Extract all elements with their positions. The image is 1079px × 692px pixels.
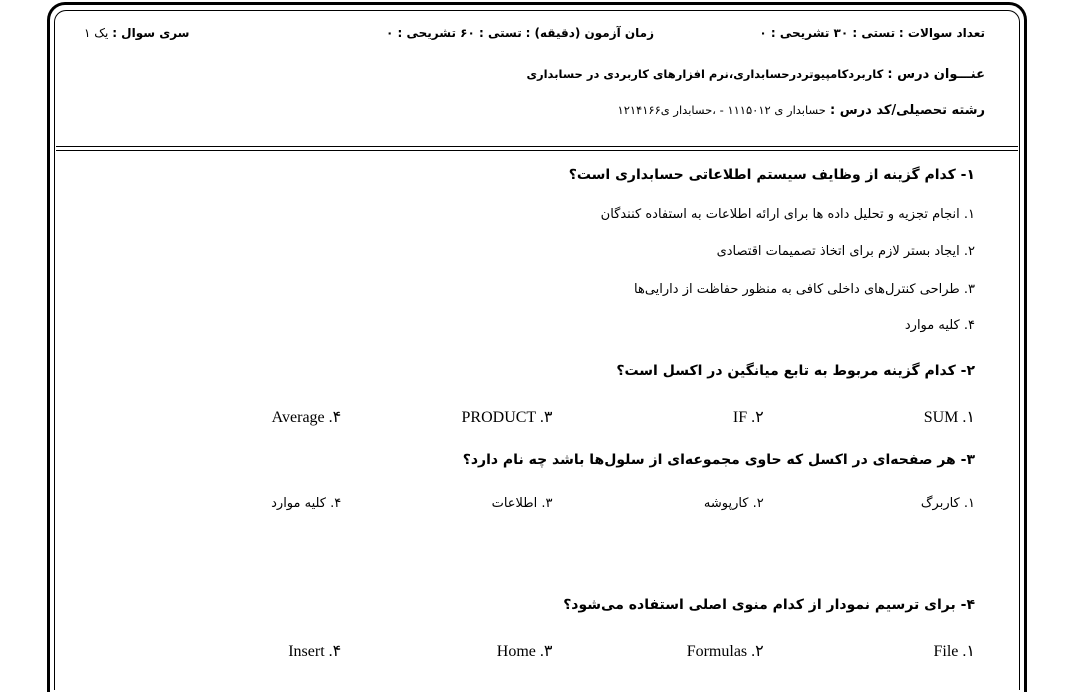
field-and-code <box>618 103 985 118</box>
question-3-title: ۳- هر صفحه‌ای در اکسل که حاوی مجموعه‌ای از سلول‌ها باشد چه نام دارد؟ <box>462 452 975 468</box>
exam-time-label: زمان آزمون (دقیقه) : <box>525 26 654 40</box>
header-divider <box>56 146 1018 147</box>
question-3-option-1: ۱. کاربرگ <box>920 496 975 511</box>
question-3-options <box>130 496 975 511</box>
question-2-options <box>130 407 975 427</box>
question-count-label: تعداد سوالات : <box>898 26 985 40</box>
course-title <box>526 67 985 82</box>
field-code-label: رشته تحصیلی/کد درس : <box>830 103 985 118</box>
question-2-option-4: Average .۴ <box>271 409 342 426</box>
question-2-option-2: IF .۲ <box>732 409 764 426</box>
question-2-option-3: PRODUCT .۳ <box>461 409 553 426</box>
question-3-option-3: ۳. اطلاعات <box>491 496 553 511</box>
question-4-option-4: Insert .۴ <box>288 643 342 660</box>
series-label: سری سوال : <box>112 26 190 40</box>
header-divider-double <box>56 150 1018 151</box>
series-value: یک ۱ <box>84 26 109 40</box>
field-code-value: حسابدار ی ۱۱۱۵۰۱۲ - ،حسابدار ی۱۲۱۴۱۶۶ <box>617 103 826 117</box>
question-2-option-1: SUM .۱ <box>923 409 975 426</box>
question-series <box>84 26 189 40</box>
course-title-label: عنـــوان درس : <box>887 67 985 82</box>
question-1-option-4: ۴. کلیه موارد <box>904 318 975 333</box>
question-1-option-1: ۱. انجام تجزیه و تحلیل داده ها برای ارائه اطلاعات به استفاده کنندگان <box>600 207 975 222</box>
question-3-option-2: ۲. کارپوشه <box>703 496 764 511</box>
exam-time <box>386 26 654 40</box>
question-1-option-2: ۲. ایجاد بستر لازم برای اتخاذ تصمیمات اقتصادی <box>716 244 975 259</box>
question-4-option-3: Home .۳ <box>496 643 553 660</box>
question-4-options <box>130 641 975 661</box>
question-2-title: ۲- کدام گزینه مربوط به تابع میانگین در اکسل است؟ <box>616 363 975 379</box>
question-count-value: تستی : ۳۰ تشریحی : ۰ <box>759 26 896 40</box>
question-1-option-3: ۳. طراحی کنترل‌های داخلی کافی به منظور حفاظت از دارایی‌ها <box>634 282 975 297</box>
course-title-value: کاربردکامپیوتردرحسابداری،نرم افزارهای کاربردی در حسابداری <box>526 67 884 81</box>
question-3-option-4: ۴. کلیه موارد <box>271 496 342 511</box>
question-4-option-1: File .۱ <box>933 643 975 660</box>
exam-time-value: تستی : ۶۰ تشریحی : ۰ <box>386 26 522 40</box>
question-4-title: ۴- برای ترسیم نمودار از کدام منوی اصلی استفاده می‌شود؟ <box>563 597 975 613</box>
question-count <box>759 26 985 40</box>
question-1-title: ۱- کدام گزینه از وظایف سیستم اطلاعاتی حسابداری است؟ <box>568 167 975 183</box>
question-4-option-2: Formulas .۲ <box>686 643 764 660</box>
